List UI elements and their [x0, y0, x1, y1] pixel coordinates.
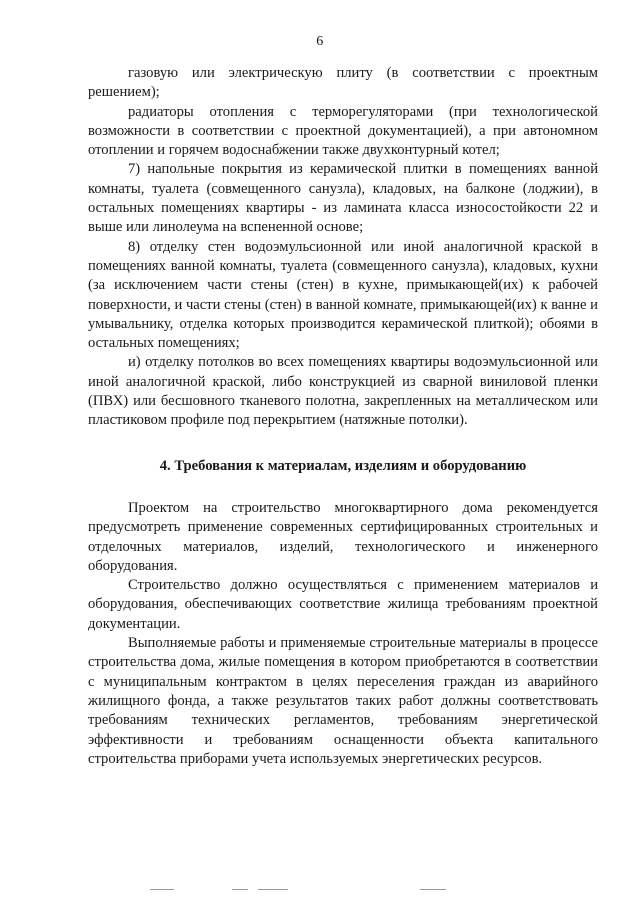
paragraph-stove: газовую или электрическую плиту (в соответствии с проектным решением);: [88, 65, 598, 101]
scan-artifact: [150, 889, 174, 890]
scan-artifact: [258, 889, 288, 890]
scan-artifact: [420, 889, 446, 890]
paragraph-materials-recommendation: Проектом на строительство многоквартирного дома рекомендуется предусмотреть применение современных сертифицированных строительных и отделочных материалов, изделий, технологического и инженерного оборудования.: [88, 499, 598, 574]
scan-artifact: [232, 889, 248, 890]
paragraph-floor-coverings: 7) напольные покрытия из керамической плитки в помещениях ванной комнаты, туалета (совмещенного санузла), кладовых, на балконе (лоджии), в остальных помещениях квартиры - из ламината класса износостойкости 22 и выше или линолеума на вспененной основе;: [88, 161, 598, 236]
paragraph-construction-requirements: Строительство должно осуществляться с применением материалов и оборудования, обеспечивающих соответствие жилища требованиям проектной документации.: [88, 577, 598, 632]
page-number: 6: [316, 34, 324, 49]
paragraph-radiators: радиаторы отопления с терморегуляторами (при технологической возможности в соответствии с проектной документацией), а при автономном отоплении и горячем водоснабжении также двухконтурный котел;: [88, 103, 598, 159]
document-body: [88, 64, 598, 769]
paragraph-works-compliance: Выполняемые работы и применяемые строительные материалы в процессе строительства дома, жилые помещения в котором приобретаются в соответствии с муниципальным контрактом в целях переселения граждан из аварийного жилищного фонда, а также результатов таких работ должны соответствовать требованиям технических регламентов, требованиям энергетической эффективности и требованиям оснащенности объекта капитального строительства приборами учета используемых энергетических ресурсов.: [88, 635, 598, 767]
section-title: 4. Требования к материалам, изделиям и оборудованию: [159, 457, 527, 474]
paragraph-wall-finishing: 8) отделку стен водоэмульсионной или иной аналогичной краской в помещениях ванной комнаты, туалета (совмещенного санузла), кладовых, кухни (за исключением части стены (стен) в кухне, примыкающей(их) к рабочей поверхности, и части стены (стен) в ванной комнате, примыкающей(их) к ванне и умывальнику, отделка которых производится керамической плиткой); обоями в остальных помещениях;: [88, 238, 598, 352]
paragraph-ceiling-finishing: и) отделку потолков во всех помещениях квартиры водоэмульсионной или иной аналогичной краской, либо конструкцией из сварной виниловой пленки (ПВХ) или бесшовного тканевого полотна, закрепленных на металлическом или пластиковом профиле под перекрытием (натяжные потолки).: [88, 354, 598, 429]
